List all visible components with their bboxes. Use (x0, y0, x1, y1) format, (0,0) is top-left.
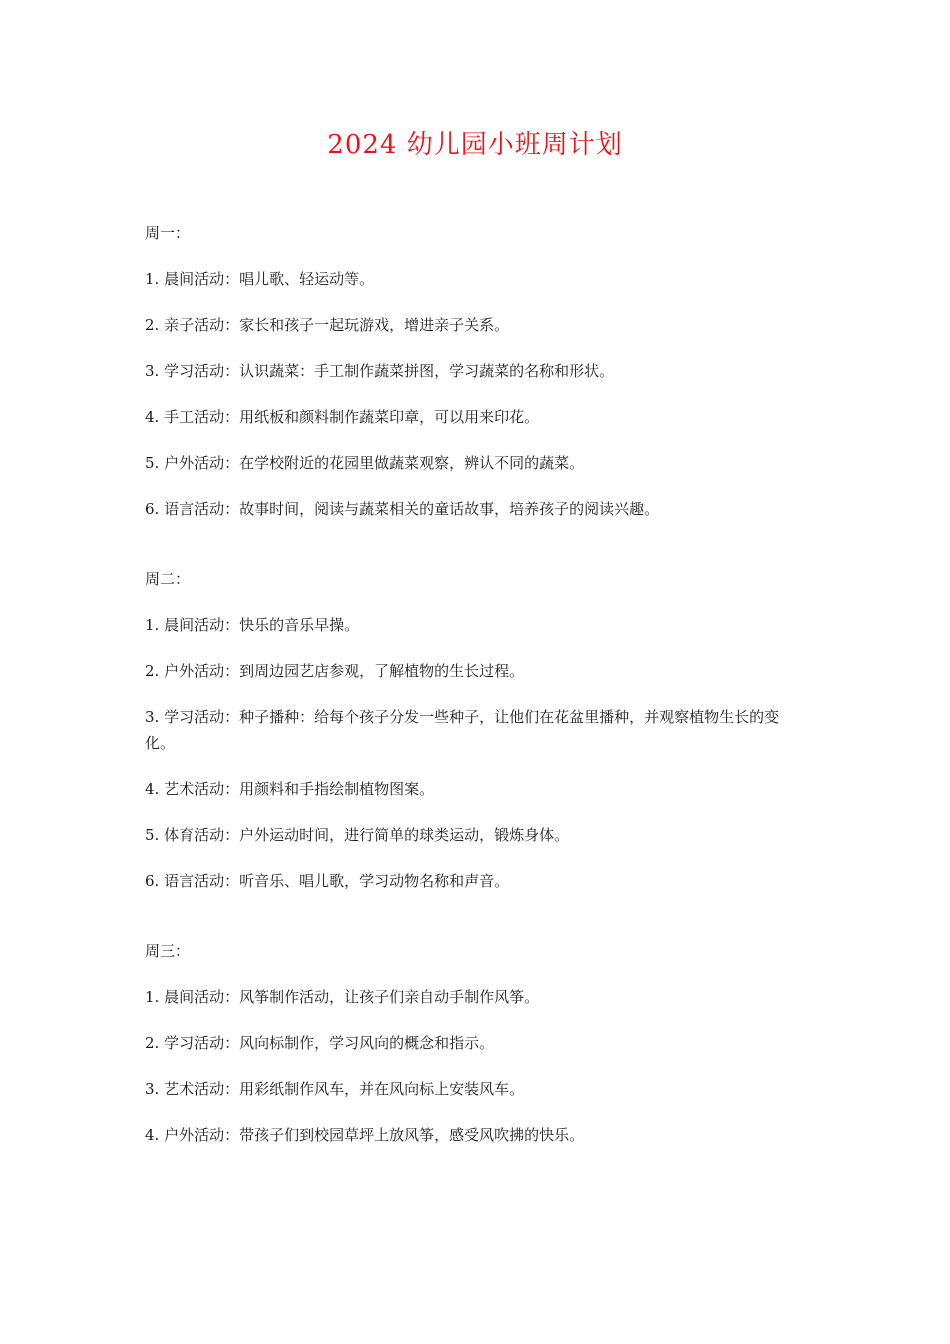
section-heading: 周三： (145, 942, 191, 960)
list-item: 4. 艺术活动：用颜料和手指绘制植物图案。 (145, 780, 435, 798)
list-item: 5. 户外活动：在学校附近的花园里做蔬菜观察，辨认不同的蔬菜。 (145, 454, 585, 472)
list-item: 2. 户外活动：到周边园艺店参观，了解植物的生长过程。 (145, 662, 525, 680)
list-item: 2. 亲子活动：家长和孩子一起玩游戏，增进亲子关系。 (145, 316, 510, 334)
list-item: 5. 体育活动：户外运动时间，进行简单的球类运动，锻炼身体。 (145, 826, 570, 844)
list-item: 3. 学习活动：认识蔬菜：手工制作蔬菜拼图，学习蔬菜的名称和形状。 (145, 362, 615, 380)
list-item: 1. 晨间活动：快乐的音乐早操。 (145, 616, 360, 634)
section-heading: 周一： (145, 224, 191, 242)
list-item: 6. 语言活动：故事时间，阅读与蔬菜相关的童话故事，培养孩子的阅读兴趣。 (145, 500, 660, 518)
section-heading: 周二： (145, 570, 191, 588)
list-item: 4. 户外活动：带孩子们到校园草坪上放风筝，感受风吹拂的快乐。 (145, 1126, 585, 1144)
section-wednesday (145, 938, 805, 1148)
list-item: 3. 学习活动：种子播种：给每个孩子分发一些种子，让他们在花盆里播种，并观察植物生长的变化。 (145, 708, 780, 752)
section-tuesday (145, 566, 805, 894)
section-monday (145, 220, 805, 522)
list-item: 1. 晨间活动：风筝制作活动，让孩子们亲自动手制作风筝。 (145, 988, 540, 1006)
document-title: 2024 幼儿园小班周计划 (327, 130, 623, 160)
list-item: 6. 语言活动：听音乐、唱儿歌，学习动物名称和声音。 (145, 872, 510, 890)
list-item: 4. 手工活动：用纸板和颜料制作蔬菜印章，可以用来印花。 (145, 408, 540, 426)
list-item: 1. 晨间活动：唱儿歌、轻运动等。 (145, 270, 375, 288)
list-item: 2. 学习活动：风向标制作，学习风向的概念和指示。 (145, 1034, 495, 1052)
document-body (145, 220, 805, 1168)
list-item: 3. 艺术活动：用彩纸制作风车，并在风向标上安装风车。 (145, 1080, 525, 1098)
